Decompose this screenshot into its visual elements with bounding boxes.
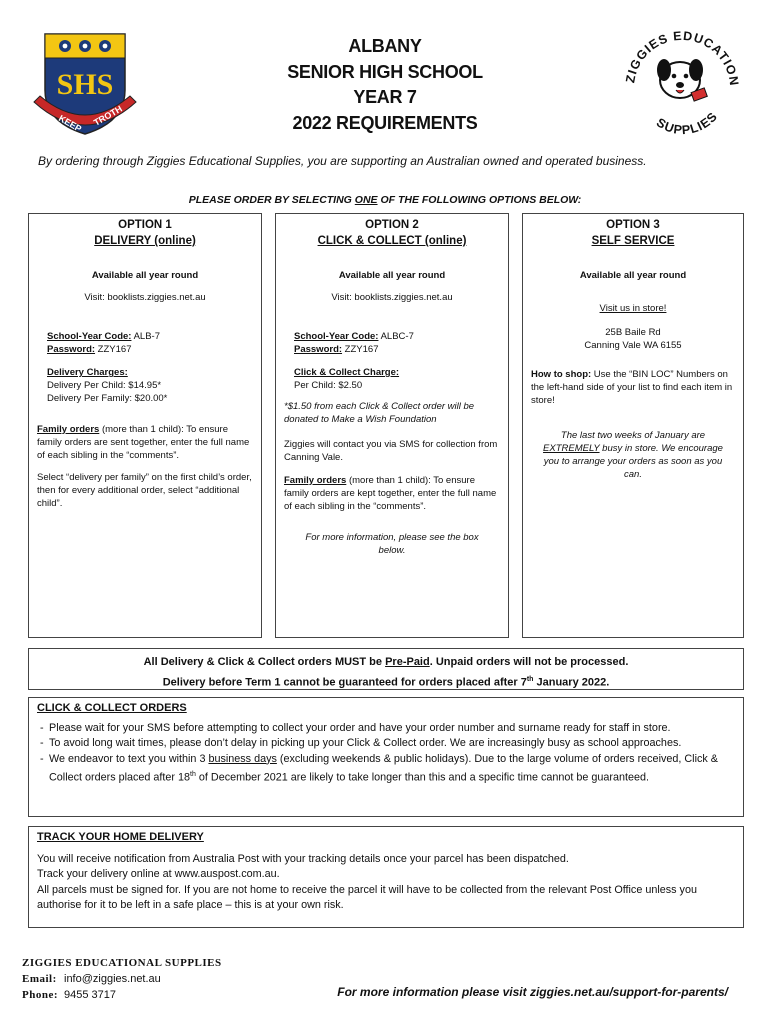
option-3-availability: Available all year round bbox=[579, 270, 687, 281]
option-1-password-label: Password: bbox=[47, 344, 96, 355]
notice-line-2-after: January 2022. bbox=[533, 676, 610, 689]
option-3-busy-before: The last two weeks of January are bbox=[560, 430, 706, 441]
option-2-charge-title: Click & Collect Charge: bbox=[294, 367, 400, 378]
track-line-1: You will receive notification from Australia Post with your tracking details once your parcel has been dispatched. bbox=[37, 852, 569, 865]
prepaid-notice-box bbox=[28, 648, 744, 690]
notice-line-1 bbox=[29, 654, 743, 671]
option-3-busy-note bbox=[531, 429, 735, 481]
option-2-family-label: Family orders bbox=[284, 475, 347, 486]
title-line: 2022 REQUIREMENTS bbox=[292, 112, 478, 133]
footer-phone-value: 9455 3717 bbox=[64, 989, 116, 1001]
option-2-code-label: School-Year Code: bbox=[294, 331, 379, 342]
footer-more-info-link[interactable]: For more information please visit ziggies.net.au/support-for-parents/ bbox=[337, 985, 728, 999]
option-3-busy-after: busy in store. We encourage you to arrange your orders as soon as you can. bbox=[543, 443, 723, 480]
list-item bbox=[49, 752, 735, 787]
option-2-title: OPTION 2 bbox=[365, 219, 419, 231]
title-line: SENIOR HIGH SCHOOL bbox=[287, 61, 483, 82]
click-collect-business-days: business days bbox=[208, 752, 277, 765]
option-3-busy-emphasis: EXTREMELY bbox=[543, 443, 600, 454]
list-item: - Please wait for your SMS before attempting to collect your order and have your order number and surname ready for staff in store. bbox=[49, 721, 735, 737]
click-collect-orders-box bbox=[28, 697, 744, 817]
click-collect-item3-sup: th bbox=[190, 771, 196, 778]
option-2-password-label: Password: bbox=[294, 344, 343, 355]
track-delivery-box bbox=[28, 826, 744, 928]
notice-line-2-before: Delivery before Term 1 cannot be guaranteed for orders placed after 7 bbox=[162, 676, 527, 689]
svg-text:KEEP: KEEP bbox=[57, 113, 84, 134]
track-heading: TRACK YOUR HOME DELIVERY bbox=[37, 831, 204, 843]
option-1-code-label: School-Year Code: bbox=[47, 331, 132, 342]
option-1-availability: Available all year round bbox=[91, 270, 199, 281]
option-2-password-value: ZZY167 bbox=[342, 344, 379, 355]
option-3-title: OPTION 3 bbox=[606, 219, 660, 231]
option-1-charge-child: Delivery Per Child: $14.95* bbox=[47, 380, 162, 391]
option-1-title: OPTION 1 bbox=[118, 219, 172, 231]
option-1-charge-family: Delivery Per Family: $20.00* bbox=[47, 393, 168, 404]
list-item: - To avoid long wait times, please don’t delay in picking up your Click & Collect order. We are increasingly busy as school approaches. bbox=[49, 736, 735, 752]
option-2-box bbox=[275, 213, 509, 638]
notice-line-1-before: All Delivery & Click & Collect orders MUST be bbox=[143, 656, 386, 668]
option-1-box bbox=[28, 213, 262, 638]
notice-line-2 bbox=[29, 671, 743, 692]
option-1-code-value: ALB-7 bbox=[131, 331, 160, 342]
option-3-visit-store: Visit us in store! bbox=[599, 303, 667, 314]
option-2-availability: Available all year round bbox=[338, 270, 446, 281]
option-1-select-text: Select “delivery per family” on the first child’s order, then for every additional order, select “additional child”. bbox=[37, 472, 252, 509]
svg-text:ZIGGIES EDUCATIONAL: ZIGGIES EDUCATION bbox=[623, 28, 742, 88]
footer-contact bbox=[22, 955, 222, 1003]
click-collect-item3-before: We endeavor to text you within 3 bbox=[49, 752, 209, 765]
intro-text: By ordering through Ziggies Educational Supplies, you are supporting an Australian owned and operated business. bbox=[38, 154, 647, 168]
option-2-code-value: ALBC-7 bbox=[378, 331, 414, 342]
click-collect-heading: CLICK & COLLECT ORDERS bbox=[37, 702, 187, 714]
notice-line-2-sup: th bbox=[526, 676, 534, 683]
document-title bbox=[235, 34, 535, 136]
ziggies-logo bbox=[612, 18, 747, 138]
please-order-before: PLEASE ORDER BY SELECTING bbox=[188, 194, 355, 206]
notice-prepaid-emphasis: Pre-Paid bbox=[385, 656, 430, 668]
title-line: YEAR 7 bbox=[353, 87, 417, 107]
footer-company: ZIGGIES EDUCATIONAL SUPPLIES bbox=[22, 957, 222, 969]
svg-text:SUPPLIES: SUPPLIES bbox=[653, 109, 721, 138]
option-1-family-label: Family orders bbox=[37, 424, 100, 435]
title-line: ALBANY bbox=[348, 36, 422, 56]
notice-line-1-after: . Unpaid orders will not be processed. bbox=[429, 656, 629, 668]
option-3-how-label: How to shop: bbox=[531, 369, 592, 380]
option-2-visit-link[interactable]: Visit: booklists.ziggies.net.au bbox=[331, 292, 453, 303]
option-1-password-value: ZZY167 bbox=[95, 344, 132, 355]
track-line-2: Track your delivery online at www.auspost.com.au. bbox=[37, 868, 280, 880]
footer-email-link[interactable]: info@ziggies.net.au bbox=[64, 973, 161, 985]
crest-letters: SHS bbox=[56, 68, 114, 101]
footer-phone-label: Phone: bbox=[22, 989, 58, 1001]
track-line-3: All parcels must be signed for. If you are not home to receive the parcel it will have to be collected from the relevant Post Office unless you authorise for it to be left in a safe place – this is at your own risk. bbox=[37, 883, 697, 911]
option-2-sms: Ziggies will contact you via SMS for collection from Canning Vale. bbox=[284, 439, 498, 463]
option-3-box bbox=[522, 213, 744, 638]
option-1-subtitle: DELIVERY (online) bbox=[94, 235, 196, 247]
option-2-donation: *$1.50 from each Click & Collect order will be donated to Make a Wish Foundation bbox=[284, 401, 475, 425]
option-2-more-info: For more information, please see the box below. bbox=[305, 532, 479, 556]
click-collect-item3-after: of December 2021 are likely to take longer than this and a specific time cannot be guaranteed. bbox=[195, 771, 650, 784]
option-2-family-text: (more than 1 child): To ensure family orders are kept together, enter the full name of each sibling in the “comments”. bbox=[284, 475, 497, 512]
svg-text:TROTH: TROTH bbox=[92, 103, 124, 128]
click-collect-item3-mid: (excluding weekends & public holidays). Due to the large volume of orders received, Click & Collect orders placed after 18 bbox=[49, 752, 718, 784]
option-1-family-text: (more than 1 child): To ensure family orders are sent together, enter the full name of each sibling in the “comments”. bbox=[37, 424, 250, 461]
click-collect-list bbox=[37, 721, 735, 787]
please-order-instruction bbox=[0, 194, 770, 206]
please-order-after: OF THE FOLLOWING OPTIONS BELOW: bbox=[377, 194, 582, 206]
option-1-visit-link[interactable]: Visit: booklists.ziggies.net.au bbox=[84, 292, 206, 303]
option-2-charge-child: Per Child: $2.50 bbox=[294, 380, 363, 391]
option-1-charges-title: Delivery Charges: bbox=[47, 367, 128, 378]
school-crest-logo bbox=[30, 30, 140, 142]
option-2-subtitle: CLICK & COLLECT (online) bbox=[317, 235, 467, 247]
footer-email-label: Email: bbox=[22, 973, 57, 985]
option-3-address-line-2: Canning Vale WA 6155 bbox=[584, 340, 682, 351]
option-3-address-line-1: 25B Baile Rd bbox=[605, 327, 661, 338]
option-3-how-text: Use the “BIN LOC” Numbers on the left-hand side of your list to find each item in store! bbox=[531, 369, 733, 406]
option-3-subtitle: SELF SERVICE bbox=[591, 235, 675, 247]
please-order-emphasis: ONE bbox=[354, 194, 378, 206]
